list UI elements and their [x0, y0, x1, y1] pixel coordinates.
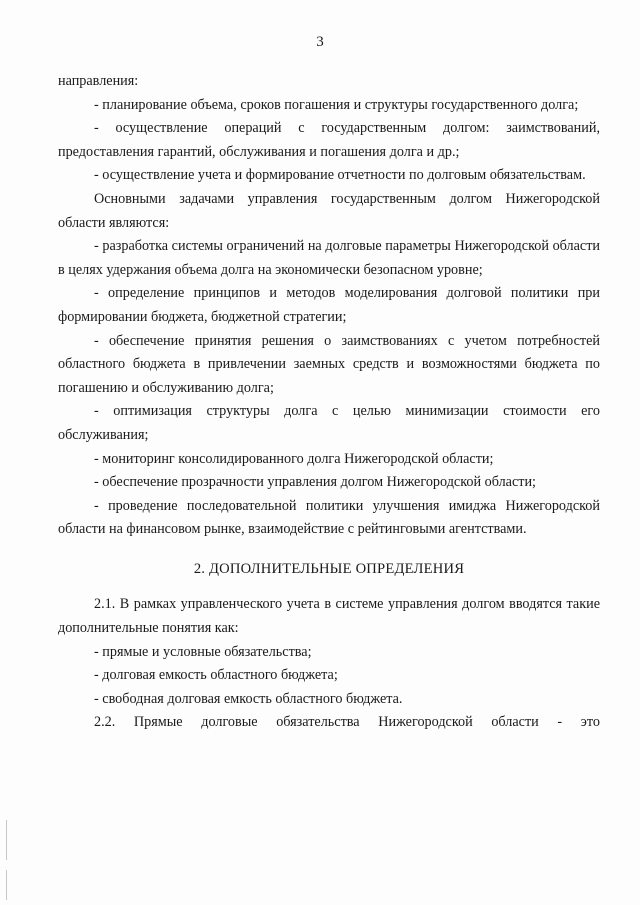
paragraph: - осуществление операций с государственным долгом: заимствований, предоставления гарантий, обслуживания и погашения долга и др.;: [58, 120, 600, 160]
paragraph: - разработка системы ограничений на долговые параметры Нижегородской области в целях удержания объема долга на экономически безопасном уровне;: [58, 238, 600, 278]
paragraph: направления:: [58, 73, 139, 89]
page-number: 3: [316, 34, 324, 50]
paragraph: - долговая емкость областного бюджета;: [94, 667, 338, 684]
scan-margin-line: [6, 870, 7, 900]
paragraph: - проведение последовательной политики улучшения имиджа Нижегородской области на финансовом рынке, взаимодействие с рейтинговыми агентствами.: [58, 497, 600, 538]
scan-margin-line: [6, 820, 7, 860]
paragraph: - обеспечение принятия решения о заимствованиях с учетом потребностей областного бюджета в привлечении заемных средств и возможностями бюджета по погашению и обслуживанию долга;: [58, 332, 600, 396]
paragraph: - оптимизация структуры долга с целью минимизации стоимости его обслуживания;: [58, 403, 600, 443]
paragraph: - прямые и условные обязательства;: [94, 643, 312, 660]
section-paragraph-list: [58, 593, 600, 735]
paragraph: - мониторинг консолидированного долга Нижегородской области;: [94, 450, 494, 467]
section-heading: 2. ДОПОЛНИТЕЛЬНЫЕ ОПРЕДЕЛЕНИЯ: [193, 560, 465, 577]
paragraph: - планирование объема, сроков погашения и структуры государственного долга;: [94, 96, 579, 113]
paragraph: 2.1. В рамках управленческого учета в системе управления долгом вводятся такие дополнительные понятия как:: [58, 596, 600, 637]
paragraph: Основными задачами управления государственным долгом Нижегородской области являются:: [58, 190, 600, 231]
paragraph: - определение принципов и методов моделирования долговой политики при формировании бюджета, бюджетной стратегии;: [58, 285, 600, 325]
paragraph-list: [58, 70, 600, 542]
paragraph: - осуществление учета и формирование отчетности по долговым обязательствам.: [94, 167, 586, 184]
document-body: [58, 70, 600, 735]
paragraph: - свободная долговая емкость областного бюджета.: [94, 690, 403, 707]
paragraph: 2.2. Прямые долговые обязательства Нижегородской области - это: [94, 714, 600, 731]
paragraph: - обеспечение прозрачности управления долгом Нижегородской области;: [94, 474, 536, 491]
